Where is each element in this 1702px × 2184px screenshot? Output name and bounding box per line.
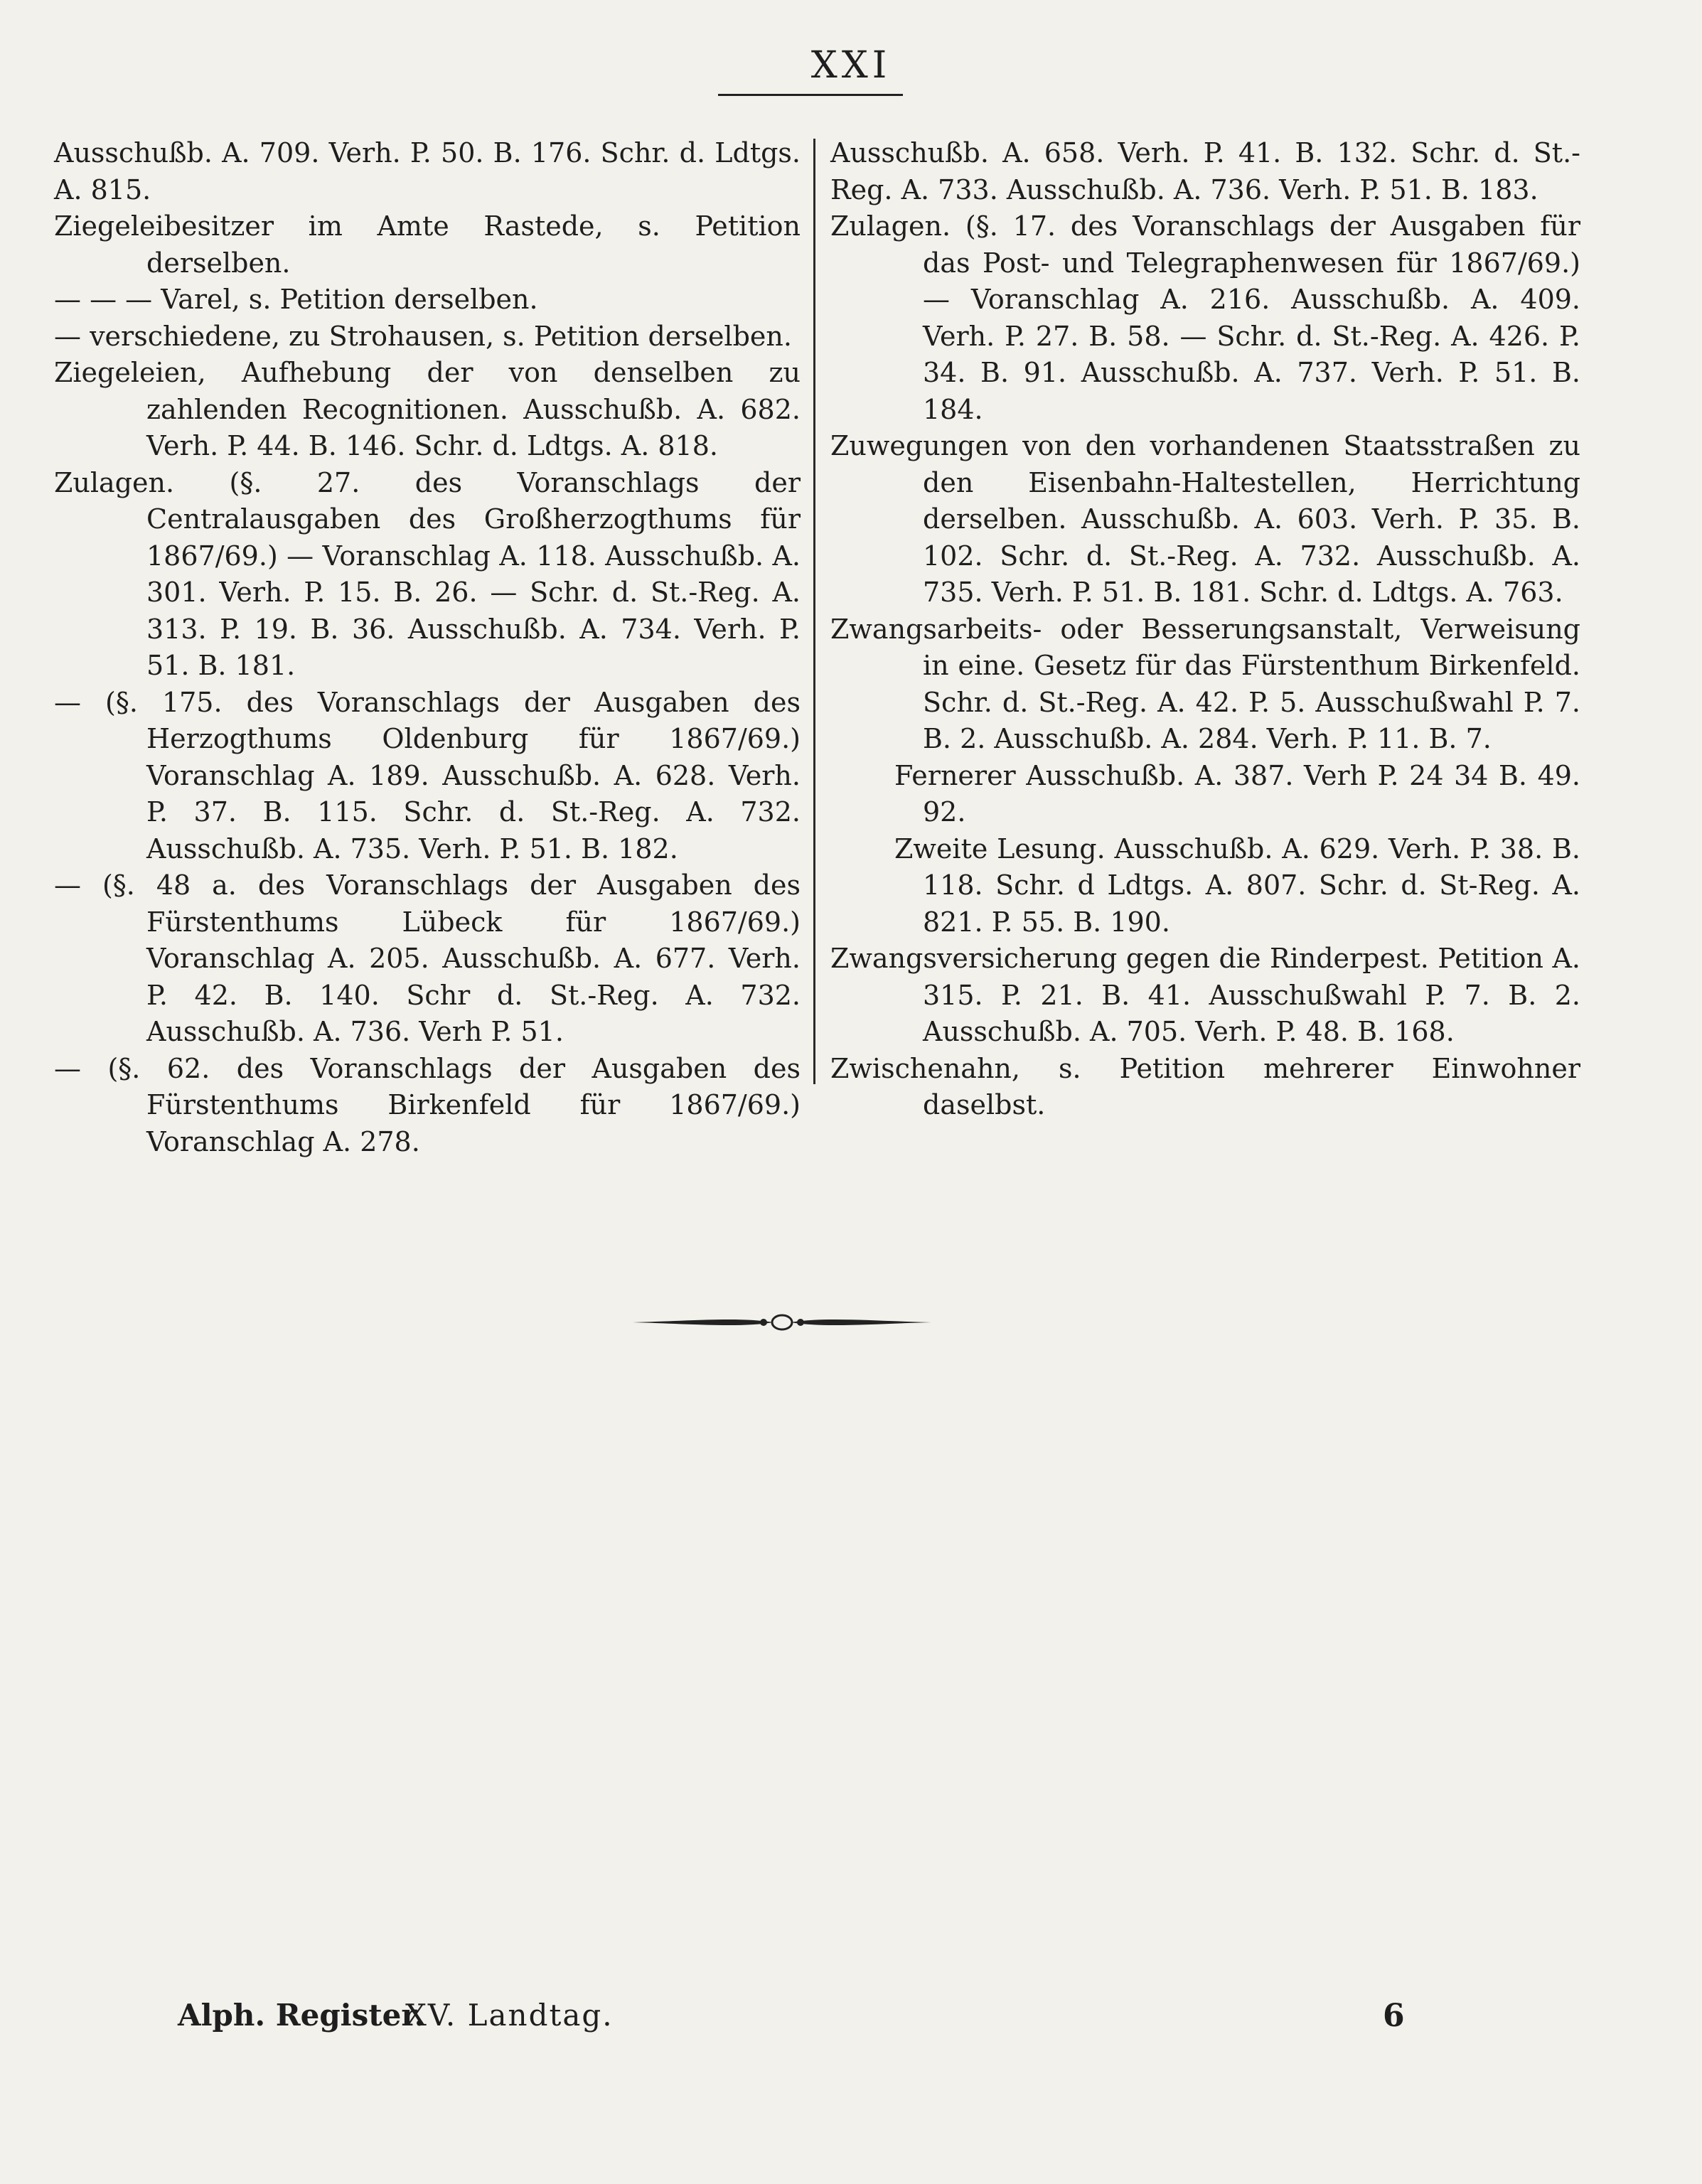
index-entry: Zwangsversicherung gegen die Rinderpest. Petition A. 315. P. 21. B. 41. Ausschußwahl P. 7. B. 2. Ausschußb. A. 705. Verh. P. 48. B. 168.	[830, 943, 1580, 1047]
index-entry: Ausschußb. A. 709. Verh. P. 50. B. 176. Schr. d. Ldtgs. A. 815.	[54, 137, 801, 205]
end-ornament-icon	[633, 1307, 931, 1338]
index-entry: Zwischenahn, s. Petition mehrerer Einwohner daselbst.	[830, 1052, 1580, 1120]
index-entry: — (§. 175. des Voranschlags der Ausgaben des Herzogthums Oldenburg für 1867/69.) Voranschlag A. 189. Ausschußb. A. 628. Verh. P. 37. B. 115. Schr. d. St.-Reg. A. 732. Ausschußb. A. 735. Verh. P. 51. B. 182.	[54, 686, 801, 864]
left-column	[54, 135, 801, 1160]
column-divider	[813, 139, 815, 1084]
index-entry: — verschiedene, zu Strohausen, s. Petition derselben.	[54, 320, 792, 352]
index-entry: Ausschußb. A. 658. Verh. P. 41. B. 132. Schr. d. St.-Reg. A. 733. Ausschußb. A. 736. Verh. P. 51. B. 183.	[830, 137, 1580, 205]
page-number: XXI	[810, 44, 892, 87]
index-entry: Ziegeleien, Aufhebung der von denselben zu zahlenden Recognitionen. Ausschußb. A. 682. Verh. P. 44. B. 146. Schr. d. Ldtgs. A. 818.	[54, 357, 801, 461]
index-entry: Fernerer Ausschußb. A. 387. Verh P. 24 34 B. 49. 92.	[894, 759, 1580, 828]
index-entry: — (§. 48 a. des Voranschlags der Ausgaben des Fürstenthums Lübeck für 1867/69.) Voranschlag A. 205. Ausschußb. A. 677. Verh. P. 42. B. 140. Schr d. St.-Reg. A. 732. Ausschußb. A. 736. Verh P. 51.	[54, 869, 801, 1047]
header-rule	[718, 94, 903, 96]
index-entry: — (§. 62. des Voranschlags der Ausgaben des Fürstenthums Birkenfeld für 1867/69.) Voranschlag A. 278.	[54, 1052, 801, 1157]
index-entry: — — — Varel, s. Petition derselben.	[54, 284, 538, 315]
footer-edition: XV. Landtag.	[405, 1998, 614, 2033]
right-column	[830, 135, 1580, 1124]
index-entry: Zuwegungen von den vorhandenen Staatsstraßen zu den Eisenbahn-Haltestellen, Herrichtung derselben. Ausschußb. A. 603. Verh. P. 35. B. 102. Schr. d. St.-Reg. A. 732. Ausschußb. A. 735. Verh. P. 51. B. 181. Schr. d. Ldtgs. A. 763.	[830, 430, 1580, 608]
footer-signature: 6	[1383, 1998, 1405, 2034]
index-entry: Zweite Lesung. Ausschußb. A. 629. Verh. P. 38. B. 118. Schr. d Ldtgs. A. 807. Schr. d. St-Reg. A. 821. P. 55. B. 190.	[894, 833, 1580, 938]
index-entry: Ziegeleibesitzer im Amte Rastede, s. Petition derselben.	[54, 210, 801, 279]
index-entry: Zulagen. (§. 27. des Voranschlags der Centralausgaben des Großherzogthums für 1867/69.) — Voranschlag A. 118. Ausschußb. A. 301. Verh. P. 15. B. 26. — Schr. d. St.-Reg. A. 313. P. 19. B. 36. Ausschußb. A. 734. Verh. P. 51. B. 181.	[54, 466, 801, 681]
footer-title: Alph. Register.	[178, 1998, 425, 2033]
index-entry: Zwangsarbeits- oder Besserungsanstalt, Verweisung in eine. Gesetz für das Fürstenthum Birkenfeld. Schr. d. St.-Reg. A. 42. P. 5. Ausschußwahl P. 7. B. 2. Ausschußb. A. 284. Verh. P. 11. B. 7.	[830, 613, 1580, 754]
index-entry: Zulagen. (§. 17. des Voranschlags der Ausgaben für das Post- und Telegraphenwesen für 1867/69.) — Voranschlag A. 216. Ausschußb. A. 409. Verh. P. 27. B. 58. — Schr. d. St.-Reg. A. 426. P. 34. B. 91. Ausschußb. A. 737. Verh. P. 51. B. 184.	[830, 210, 1580, 425]
